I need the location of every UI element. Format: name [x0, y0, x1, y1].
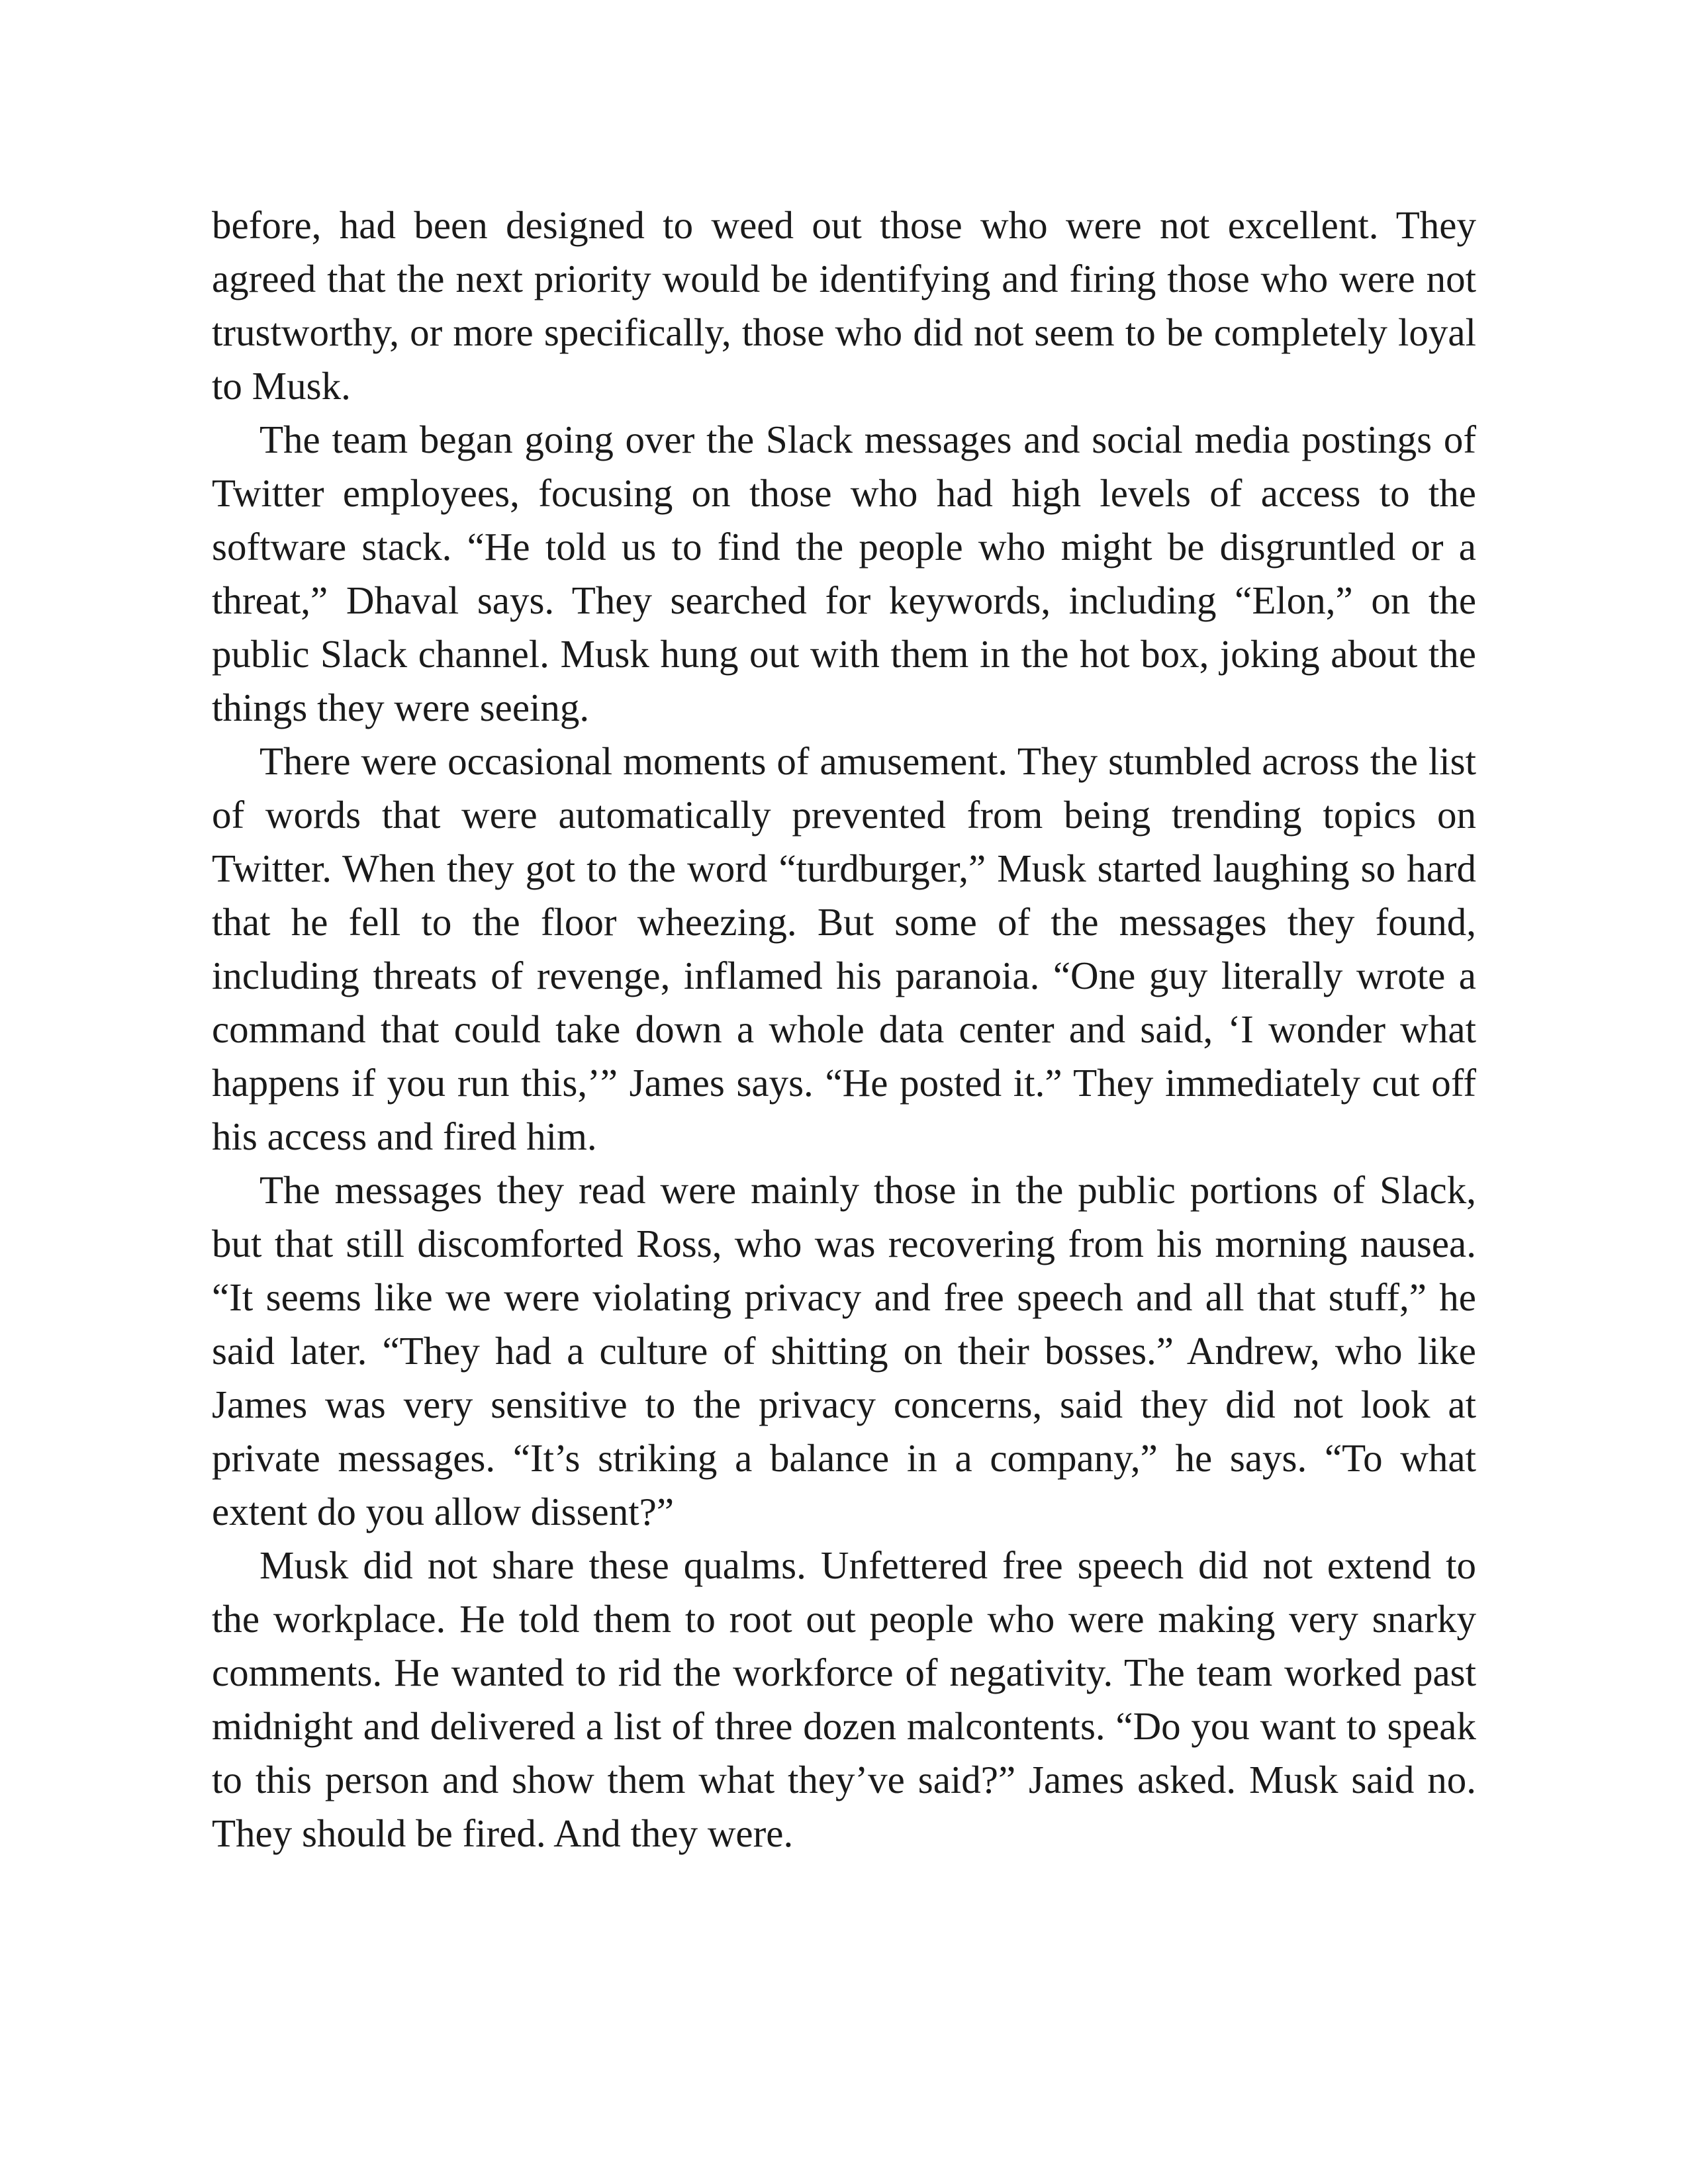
paragraph-slack-review: The team began going over the Slack messages and social media postings of Twitter employees, focusing on those who had high levels of access to the software stack. “He told us to find the people who might be disgruntled or a threat,” Dhaval says. They searched for keywords, including “Elon,” on the public Slack channel. Musk hung out with them in the hot box, joking about the things they were seeing.: [212, 418, 1476, 729]
paragraph-amusement: There were occasional moments of amusement. They stumbled across the list of words that were automatically prevented from being trending topics on Twitter. When they got to the word “turdburger,” Musk started laughing so hard that he fell to the floor wheezing. But some of the messages they found, including threats of revenge, inflamed his paranoia. “One guy literally wrote a command that could take down a whole data center and said, ‘I wonder what happens if you run this,’” James says. “He posted it.” They immediately cut off his access and fired him.: [212, 739, 1476, 1158]
paragraph-privacy: The messages they read were mainly those in the public portions of Slack, but that still discomforted Ross, who was recovering from his morning nausea. “It seems like we were violating privacy and free speech and all that stuff,” he said later. “They had a culture of shitting on their bosses.” Andrew, who like James was very sensitive to the privacy concerns, said they did not look at private messages. “It’s striking a balance in a company,” he says. “To what extent do you allow dissent?”: [212, 1168, 1476, 1533]
paragraph-continuation: before, had been designed to weed out those who were not excellent. They agreed that the next priority would be identifying and firing those who were not trustworthy, or more specifically, those who did not seem to be completely loyal to Musk.: [212, 203, 1476, 408]
paragraph-firing: Musk did not share these qualms. Unfettered free speech did not extend to the workplace. He told them to root out people who were making very snarky comments. He wanted to rid the workforce of negativity. The team worked past midnight and delivered a list of three dozen malcontents. “Do you want to speak to this person and show them what they’ve said?” James asked. Musk said no. They should be fired. And they were.: [212, 1543, 1476, 1855]
book-page-body: [212, 199, 1476, 1860]
